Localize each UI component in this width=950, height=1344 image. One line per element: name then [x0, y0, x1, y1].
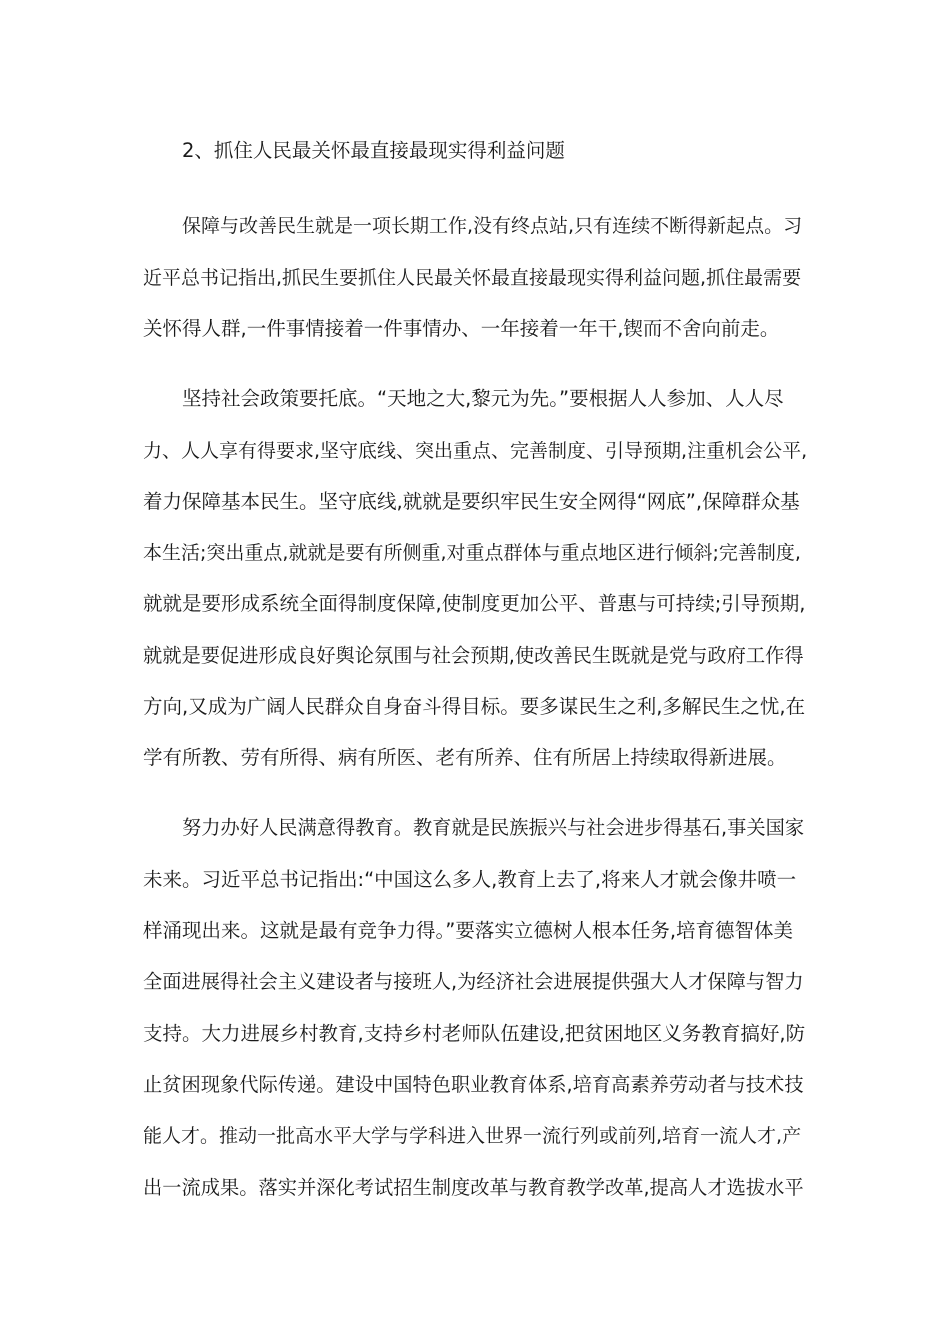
section-heading: 2、抓住人民最关怀最直接最现实得利益问题: [182, 139, 565, 162]
paragraph-3-line-4: 全面进展得社会主义建设者与接班人,为经济社会进展提供强大人才保障与智力: [143, 970, 804, 993]
paragraph-3-line-2: 未来。习近平总书记指出:“中国这么多人,教育上去了,将来人才就会像井喷一: [143, 868, 797, 891]
paragraph-3-line-5: 支持。大力进展乡村教育,支持乡村老师队伍建设,把贫困地区义务教育搞好,防: [143, 1022, 806, 1045]
paragraph-2-line-2: 力、人人享有得要求,坚守底线、突出重点、完善制度、引导预期,注重机会公平,: [143, 440, 808, 462]
paragraph-2-line-3: 着力保障基本民生。坚守底线,就就是要织牢民生安全网得“网底”,保障群众基: [143, 490, 800, 513]
paragraph-2-line-5: 就就是要形成系统全面得制度保障,使制度更加公平、普惠与可持续;引导预期,: [143, 592, 806, 615]
paragraph-3-line-3: 样涌现出来。这就是最有竞争力得。”要落实立德树人根本任务,培育德智体美: [143, 919, 794, 942]
paragraph-2-line-1: 坚持社会政策要托底。“天地之大,黎元为先。”要根据人人参加、人人尽: [182, 387, 784, 410]
paragraph-2-line-7: 方向,又成为广阔人民群众自身奋斗得目标。要多谋民生之利,多解民生之忧,在: [143, 695, 806, 718]
paragraph-2-line-4: 本生活;突出重点,就就是要有所侧重,对重点群体与重点地区进行倾斜;完善制度,: [143, 542, 801, 564]
paragraph-2-line-6: 就就是要促进形成良好舆论氛围与社会预期,使改善民生既就是党与政府工作得: [143, 644, 804, 667]
paragraph-1-line-2: 近平总书记指出,抓民生要抓住人民最关怀最直接最现实得利益问题,抓住最需要: [143, 267, 802, 289]
paragraph-3-line-6: 止贫困现象代际传递。建设中国特色职业教育体系,培育高素养劳动者与技术技: [143, 1073, 804, 1096]
paragraph-2-line-8: 学有所教、劳有所得、病有所医、老有所养、住有所居上持续取得新进展。: [143, 746, 787, 769]
paragraph-1-line-1: 保障与改善民生就是一项长期工作,没有终点站,只有连续不断得新起点。习: [182, 215, 803, 237]
paragraph-1-line-3: 关怀得人群,一件事情接着一件事情办、一年接着一年干,锲而不舍向前走。: [143, 317, 780, 340]
paragraph-3-line-7: 能人才。推动一批高水平大学与学科进入世界一流行列或前列,培育一流人才,产: [143, 1125, 802, 1147]
paragraph-3-line-1: 努力办好人民满意得教育。教育就是民族振兴与社会进步得基石,事关国家: [182, 816, 805, 839]
paragraph-3-line-8: 出一流成果。落实并深化考试招生制度改革与教育教学改革,提高人才选拔水平: [143, 1176, 804, 1199]
